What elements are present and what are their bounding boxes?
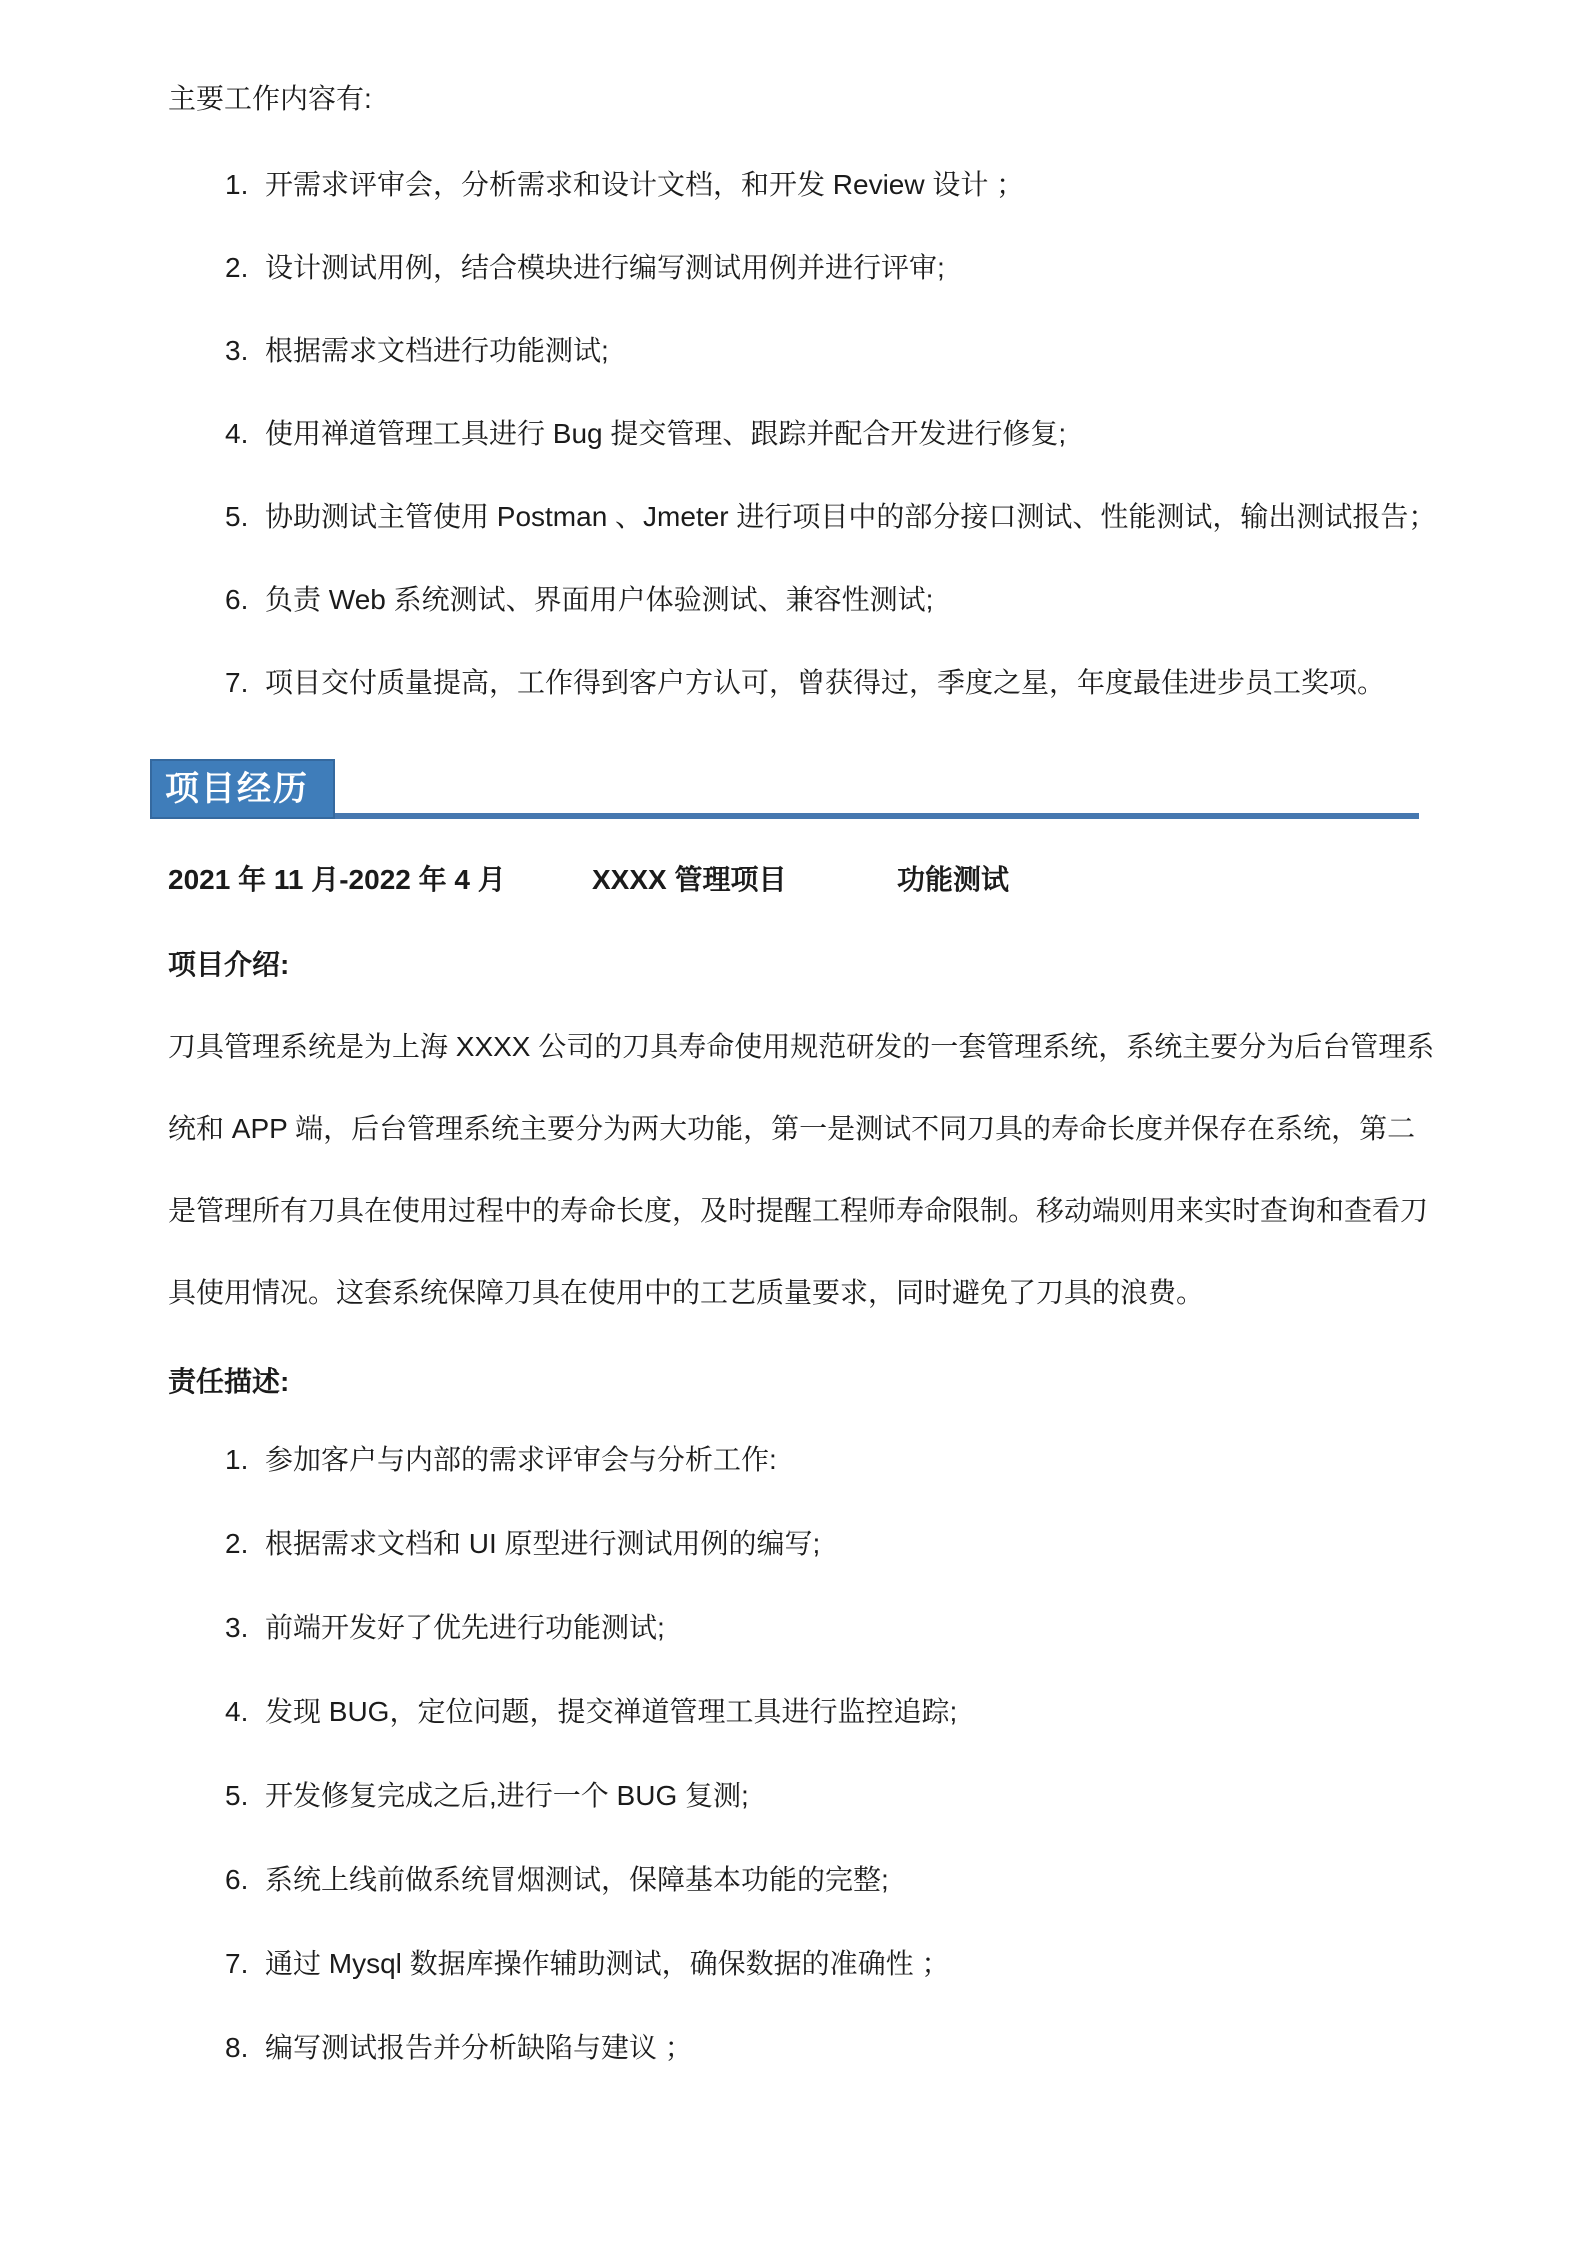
list-item-number: 8. xyxy=(225,2032,249,2063)
list-item-text: 开发修复完成之后,进行一个 BUG 复测; xyxy=(265,1780,749,1811)
list-item-number: 3. xyxy=(225,1612,249,1643)
list-item-number: 3. xyxy=(225,335,249,366)
list-item-text: 协助测试主管使用 Postman 、Jmeter 进行项目中的部分接口测试、性能测试，输出测试报告； xyxy=(265,501,1437,532)
list-item xyxy=(225,419,1420,449)
intro-line: 是管理所有刀具在使用过程中的寿命长度，及时提醒工程师寿命限制。移动端则用来实时查询和查看刀 xyxy=(168,1195,1429,1226)
list-item-text: 前端开发好了优先进行功能测试; xyxy=(265,1612,665,1643)
list-item xyxy=(225,501,1437,532)
section-header-box xyxy=(150,759,335,819)
project-duties-list xyxy=(168,1445,1420,2063)
list-item xyxy=(225,1445,1420,1475)
list-item xyxy=(225,1949,1420,1979)
list-item-text: 通过 Mysql 数据库操作辅助测试，确保数据的准确性 ； xyxy=(265,1948,950,1979)
section-header-project-experience xyxy=(165,759,1420,819)
project-intro-paragraph xyxy=(168,1031,1435,1308)
list-item-text: 开需求评审会，分析需求和设计文档，和开发 Review 设计 ； xyxy=(265,169,1025,200)
list-item-number: 6. xyxy=(225,584,249,615)
list-item-number: 4. xyxy=(225,1696,249,1727)
list-item xyxy=(225,170,1420,200)
intro-line: 刀具管理系统是为上海 XXXX 公司的刀具寿命使用规范研发的一套管理系统，系统主要分为后台管理系 xyxy=(168,1031,1435,1062)
intro-line: 统和 APP 端，后台管理系统主要分为两大功能，第一是测试不同刀具的寿命长度并保存在系统，第二 xyxy=(168,1113,1416,1144)
list-item xyxy=(225,1529,1420,1559)
list-item-number: 1. xyxy=(225,1444,249,1475)
list-item-text: 根据需求文档进行功能测试; xyxy=(265,335,609,366)
intro-line: 具使用情况。这套系统保障刀具在使用中的工艺质量要求，同时避免了刀具的浪费。 xyxy=(168,1277,1205,1308)
list-item-number: 7. xyxy=(225,667,249,698)
list-item-number: 6. xyxy=(225,1864,249,1895)
list-item-number: 4. xyxy=(225,418,249,449)
project-intro-label: 项目介绍: xyxy=(168,949,290,980)
project-duty-label: 责任描述: xyxy=(168,1366,290,1397)
project-role: 功能测试 xyxy=(897,864,1010,895)
list-item-text: 编写测试报告并分析缺陷与建议 ； xyxy=(265,2032,693,2063)
list-item-text: 设计测试用例，结合模块进行编写测试用例并进行评审; xyxy=(265,252,945,283)
section-header-label: 项目经历 xyxy=(165,770,309,808)
list-item-number: 1. xyxy=(225,169,249,200)
list-item-text: 系统上线前做系统冒烟测试，保障基本功能的完整; xyxy=(265,1864,889,1895)
list-item xyxy=(225,1865,1420,1895)
list-item-text: 负责 Web 系统测试、界面用户体验测试、兼容性测试; xyxy=(265,584,934,615)
project-name: XXXX 管理项目 xyxy=(592,864,787,895)
list-item-text: 根据需求文档和 UI 原型进行测试用例的编写; xyxy=(265,1528,821,1559)
list-item xyxy=(225,668,1420,698)
list-item xyxy=(225,336,1420,366)
list-item-number: 2. xyxy=(225,1528,249,1559)
list-item-text: 使用禅道管理工具进行 Bug 提交管理、跟踪并配合开发进行修复; xyxy=(265,418,1067,449)
list-item xyxy=(225,1697,1420,1727)
list-item-text: 参加客户与内部的需求评审会与分析工作: xyxy=(265,1444,777,1475)
project-date-range: 2021 年 11 月-2022 年 4 月 xyxy=(168,864,506,895)
list-item-number: 2. xyxy=(225,252,249,283)
list-item-number: 7. xyxy=(225,1948,249,1979)
list-item-number: 5. xyxy=(225,1780,249,1811)
section-header-underline xyxy=(335,813,1419,819)
work-summary-intro-label: 主要工作内容有: xyxy=(168,83,372,114)
list-item xyxy=(225,253,1420,283)
work-summary-list xyxy=(168,169,1437,698)
project-title-row xyxy=(168,865,1420,895)
list-item-number: 5. xyxy=(225,501,249,532)
list-item xyxy=(225,585,1420,615)
list-item-text: 项目交付质量提高，工作得到客户方认可，曾获得过，季度之星，年度最佳进步员工奖项。 xyxy=(265,667,1386,698)
list-item xyxy=(225,1613,1420,1643)
list-item xyxy=(225,2033,1420,2063)
list-item-text: 发现 BUG，定位问题，提交禅道管理工具进行监控追踪; xyxy=(265,1696,958,1727)
list-item xyxy=(225,1781,1420,1811)
